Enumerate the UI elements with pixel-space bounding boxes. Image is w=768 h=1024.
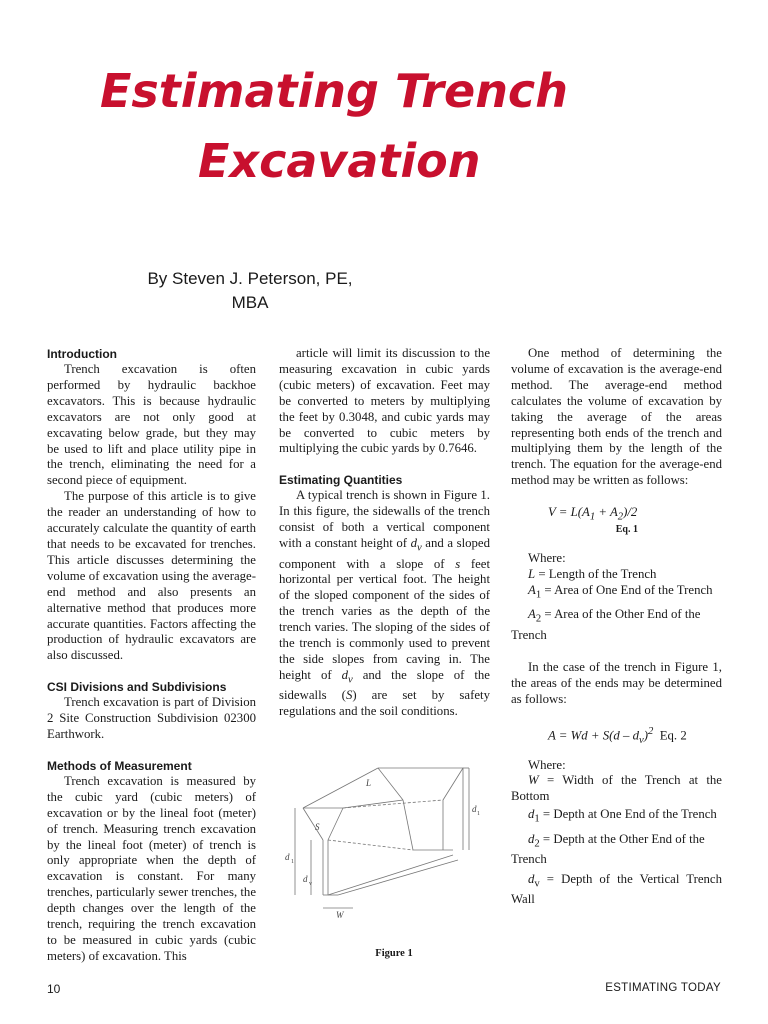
heading-introduction: Introduction [47,347,117,361]
definition-L: L = Length of the Trench [528,567,657,582]
definition-dv: $d_v$ = Depth of the Vertical Trench Wall [511,872,722,907]
fig-label-W: W [336,910,344,920]
definition-A1: $A_1$ = Area of One End of the Trench [528,582,713,601]
paragraph-intro-1: Trench excavation is often performed by hydraulic backhoe excavators. This is because hydraulic excavators are not only good at excavating below grade, but they may be used to lift and place utility pipe in the trench, eliminating the need for a second piece of equipment. [47,362,256,488]
paragraph-average-end: One method of determining the volume of excavation is the average-end method. The average-end method calculates the volume of excavation by taking the average of the areas representing both ends of the trench and multiplying them by the length of the trench. The equation for the average-end method may be written as follows: [511,346,722,488]
fig-label-L: L [366,778,372,788]
column-3 [511,346,722,908]
svg-text:1: 1 [291,859,294,865]
equation-1-label: Eq. 1 [615,524,638,536]
paragraph-areas: In the case of the trench in Figure 1, the areas of the ends may be determined as follows: [511,659,722,706]
equation-2-label: Eq. 2 [659,727,687,742]
definition-d1: $d_1$ = Depth at One End of the Trench [528,807,717,825]
fig-label-S: S [315,822,320,832]
svg-text:1: 1 [477,811,480,817]
equation-1: $V = L(A_1 + A_2)/2$ [548,505,638,523]
article-title [100,56,720,196]
fig-label-d1: d [285,852,290,862]
fig-label-d-far: d [472,804,477,814]
figure-caption: Figure 1 [375,948,413,959]
heading-methods-of-measurement: Methods of Measurement [47,758,192,773]
where-label-2: Where: [528,757,566,772]
column-2 [279,346,490,720]
definition-A2: $A_2$ = Area of the Other End of the Trench [511,607,701,642]
definition-d2: $d_2$ = Depth at the Other End of the Trench [511,831,705,867]
paragraph-continued: article will limit its discussion to the measuring excavation in cubic yards (cubic meters) of excavation. Feet may be converted to meters by multiplying the feet by 0.3048, and cubic yards may be converted to cubic meters by multiplying the cubic yards by 0.7646. [279,346,490,456]
paragraph-csi: Trench excavation is part of Division 2 Site Construction Subdivision 02300 Earthwork. [47,695,256,742]
page-number: 10 [47,982,61,996]
svg-text:v: v [309,881,312,887]
title-line-2: Excavation [198,134,481,188]
trench-diagram [283,760,483,940]
paragraph-estimating: A typical trench is shown in Figure 1. In this figure, the sidewalls of the trench consist of both a vertical component with a constant height of $d_v$ and a sloped component with a slope of s feet horizontal per vertical foot. The height of the sloped component of the sides of the trench varies as the depth of the trench varies. The sloping of the sides of the trench is commonly used to prevent the side slopes from caving in. The height of $d_v$ and the slope of the sidewalls (S) are set by safety regulations and the soil conditions. [279,488,491,719]
column-1 [47,346,256,965]
where-label-1: Where: [528,551,566,566]
byline: By Steven J. Peterson, PE, MBA [147,269,353,312]
heading-estimating-quantities: Estimating Quantities [279,473,403,488]
definition-W: W = Width of the Trench at the Bottom [511,773,722,804]
publication-name: ESTIMATING TODAY [605,982,721,994]
equation-2: $A = Wd + S(d - d_v)^2$ Eq. 2 [548,725,687,746]
fig-label-dv: d [303,874,308,884]
title-line-1: Estimating Trench [100,64,568,118]
heading-csi-divisions: CSI Divisions and Subdivisions [47,680,227,695]
paragraph-methods: Trench excavation is measured by the cubic yard (cubic meters) of excavation or by the lineal foot (meter) of trench. Measuring trench excavation by the lineal foot (meter) of trench is only appropriate when the depth of excavation is constant. For many trenches, particularly sewer trenches, the depth changes over the length of the trench, requiring the trench excavation to be measured in cubic yards (cubic meters) of excavation. This [47,773,256,963]
paragraph-intro-2: The purpose of this article is to give the reader an understanding of how to accurately calculate the quantity of earth that needs to be excavated for trenches. This article discusses determining the volume of excavation using the average-end method and also presents an alternative method that produces more accurate quantities. Factors affecting the production of hydraulic excavators are also discussed. [47,489,256,663]
